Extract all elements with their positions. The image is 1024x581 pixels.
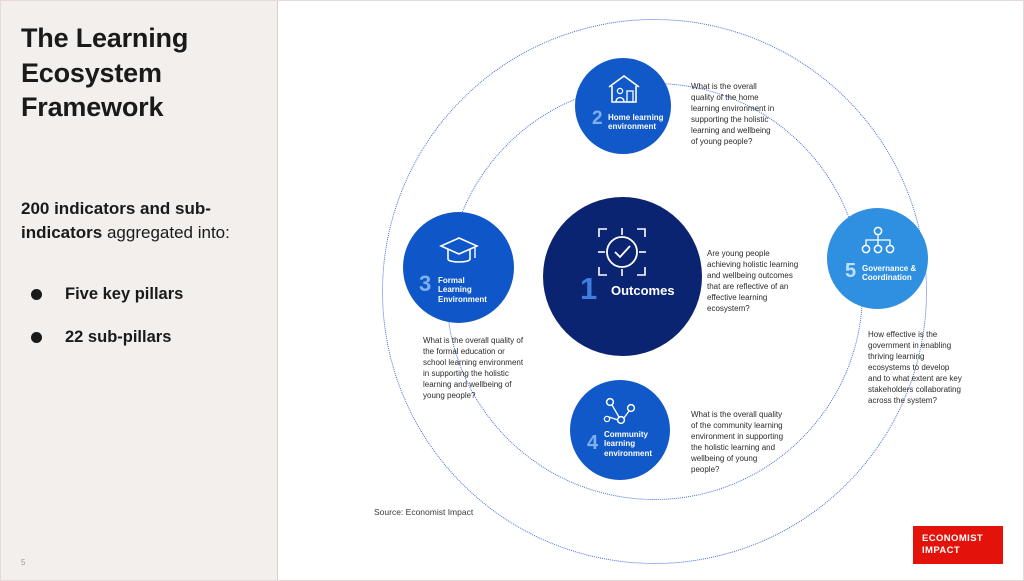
subtitle-rest: aggregated into:: [102, 223, 230, 243]
economist-impact-logo: [913, 526, 1003, 564]
ecosystem-diagram: [278, 1, 1024, 581]
pillar-label: Formal Learning Environment: [438, 276, 487, 304]
pillar-question-governance: How effective is the government in enabling thriving learning ecosystems to develop and to what extent are key stakeholders collaborating across the system?: [868, 330, 962, 406]
subtitle-strong: 200 indicators and sub-indicators: [21, 199, 211, 243]
pillar-number: 1: [580, 271, 598, 306]
bullet-dot-icon: [31, 289, 42, 300]
logo-line-1: ECONOMIST: [922, 532, 984, 544]
pillar-number: 4: [587, 432, 599, 454]
pillar-node-governance[interactable]: [827, 208, 928, 309]
bullet-label: 22 sub-pillars: [65, 328, 172, 346]
pillar-node-home-learning[interactable]: [575, 58, 671, 154]
pillar-number: 3: [419, 271, 432, 296]
network-nodes-icon: [601, 395, 639, 434]
org-chart-icon: [860, 225, 896, 262]
pillar-node-formal-learning[interactable]: [403, 212, 514, 323]
pillar-label: Governance & Coordination: [862, 264, 917, 283]
pillar-node-community-learning[interactable]: [570, 380, 670, 480]
bullet-list: [31, 285, 266, 371]
bullet-dot-icon: [31, 332, 42, 343]
target-check-icon: [593, 223, 651, 286]
pillar-number: 5: [845, 260, 857, 282]
source-note: Source: Economist Impact: [374, 507, 474, 517]
pillar-question-outcomes: Are young people achieving holistic learning and wellbeing outcomes that are reflective of an effective learning ecosystem?: [707, 249, 799, 314]
bullet-label: Five key pillars: [65, 285, 184, 303]
page-title: The Learning Ecosystem Framework: [21, 23, 189, 123]
page-number: 5: [21, 558, 26, 567]
graduation-cap-icon: [438, 234, 480, 273]
logo-line-2: IMPACT: [922, 545, 961, 556]
pillar-question-home-learning: What is the overall quality of the home learning environment in supporting the holistic learning and wellbeing of young people?: [691, 82, 775, 147]
pillar-question-community-learning: What is the overall quality of the community learning environment in supporting the holistic learning and wellbeing of young people?: [691, 410, 784, 475]
pillar-label: Home learning environment: [608, 113, 664, 132]
pillar-number: 2: [592, 108, 603, 129]
pillar-label: Outcomes: [611, 283, 675, 298]
pillar-node-outcomes[interactable]: [543, 197, 702, 356]
list-item: [31, 328, 266, 347]
subtitle-text: [21, 197, 266, 245]
house-family-icon: [606, 72, 642, 111]
pillar-label: Community learning environment: [604, 430, 653, 458]
list-item: [31, 285, 266, 304]
pillar-question-formal-learning: What is the overall quality of the formal education or school learning environment in supporting the holistic learning and wellbeing of young people?: [423, 336, 524, 401]
left-text-panel: [1, 1, 278, 581]
